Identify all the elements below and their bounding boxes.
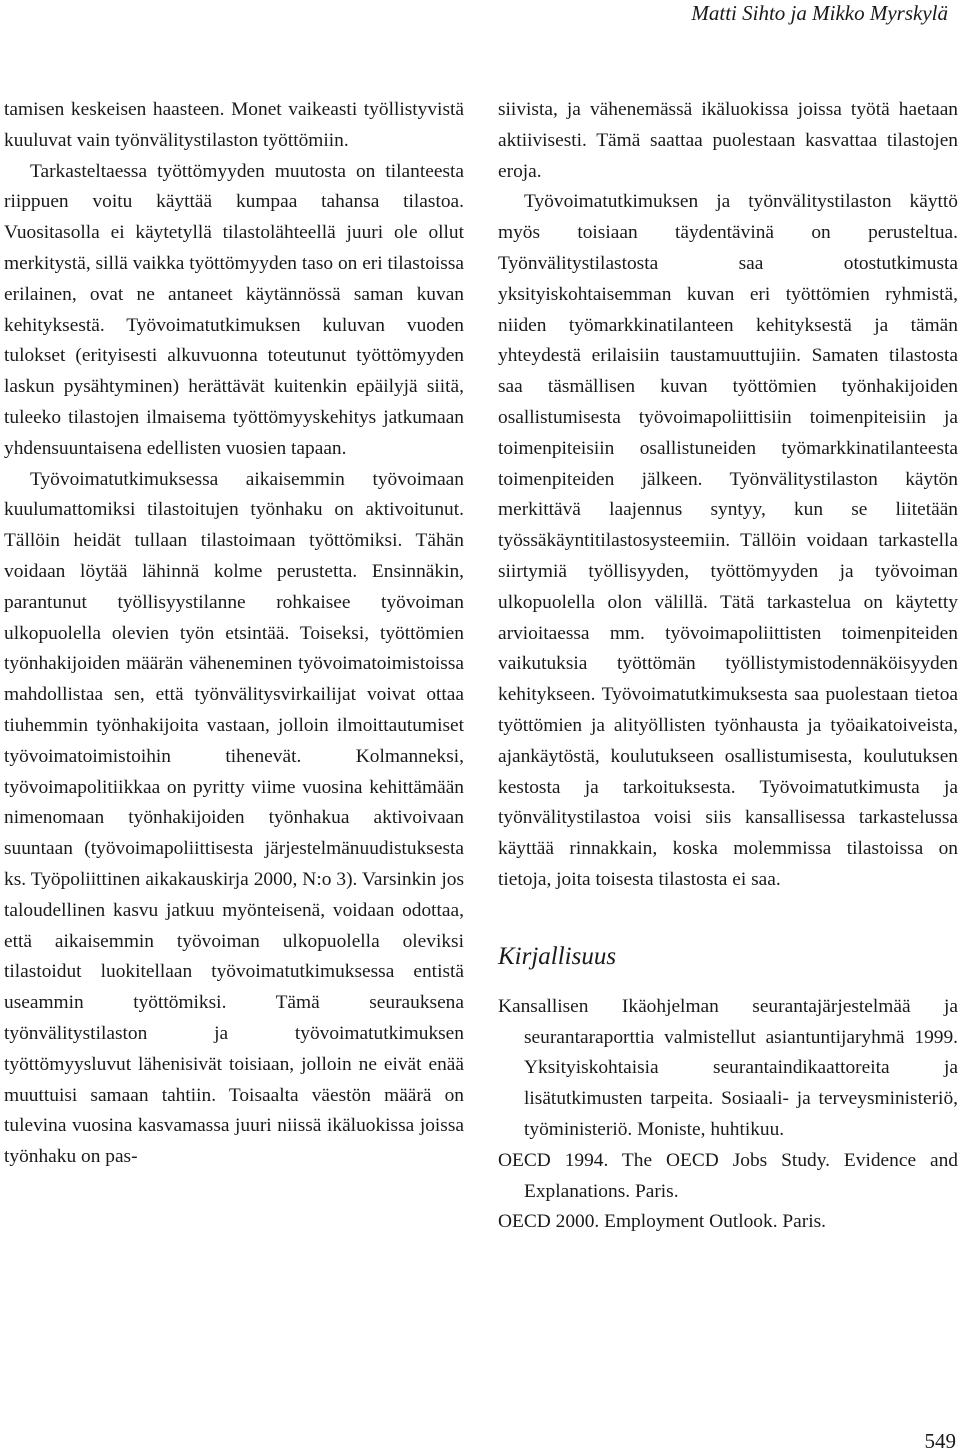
right-paragraph-1: siivista, ja vähenemässä ikäluokissa joissa työtä haetaan aktiivisesti. Tämä saattaa puolestaan kasvattaa tilastojen eroja.: [498, 99, 958, 182]
reference-item-1: Kansallisen Ikäohjelman seurantajärjestelmää ja seurantaraporttia valmistellut asiantuntijaryhmä 1999. Yksityiskohtaisia seurantaindikaattoreita ja lisätutkimusten tarpeita. Sosiaali- ja terveysministeriö, työministeriö. Moniste, huhtikuu.: [498, 995, 958, 1140]
running-head: Matti Sihto ja Mikko Myrskylä: [691, 1, 948, 25]
page-number: 549: [924, 1429, 956, 1453]
right-paragraph-2: Työvoimatutkimuksen ja työnvälitystilaston käyttö myös toisiaan täydentävinä on perusteltua. Työnvälitystilastosta saa otostutkimusta yksityiskohtaisemman kuvan eri työttömien ryhmistä, niiden työmarkkinatilanteen kehityksestä ja tämän yhteydestä erilaisiin taustamuuttujiin. Samaten tilastosta saa täsmällisen kuvan työttömien työnhakijoiden osallistumisesta työvoimapoliittisiin toimenpiteisiin ja toimenpiteisiin osallistuneiden työmarkkinatilanteesta toimenpiteiden jälkeen. Työnvälitystilaston käytön merkittävä laajennus syntyy, kun se liitetään työssäkäyntitilastosysteemiin. Tällöin voidaan tarkastella siirtymiä työllisyyden, työttömyyden ja työvoiman ulkopuolella olon välillä. Tätä tarkastelua on käytetty arvioitaessa mm. työvoimapoliittisten toimenpiteiden vaikutuksia työttömän työllistymistodennäköisyyden kehitykseen. Työvoimatutkimuksesta saa puolestaan tietoa työttömien ja alityöllisten työnhausta ja työaikatoiveista, ajankäytöstä, koulutukseen osallistumisesta, koulutuksen kestosta ja tarkoituksesta. Työvoimatutkimusta ja työnvälitystilastoa voisi siis kansallisessa tarkastelussa käyttää rinnakkain, koska molemmissa tilastoissa on tietoja, joita toisesta tilastosta ei saa.: [498, 191, 958, 890]
left-column: [4, 95, 464, 1173]
left-paragraph-1: tamisen keskeisen haasteen. Monet vaikeasti työllistyvistä kuuluvat vain työnvälitystilaston työttömiin.: [4, 99, 464, 151]
left-paragraph-2: Tarkasteltaessa työttömyyden muutosta on tilanteesta riippuen voitu käyttää kumpaa tahansa tilastoa. Vuositasolla ei käytetyllä tilastolähteellä juuri ole ollut merkitystä, sillä vaikka työttömyyden taso on eri tilastoissa erilainen, ovat ne antaneet käytännössä saman kuvan kehityksestä. Työvoimatutkimuksen kuluvan vuoden tulokset (erityisesti alkuvuonna toteutunut työttömyyden laskun pysähtyminen) herättävät kuitenkin epäilyjä siitä, tuleeko tilastojen ilmaisema työttömyyskehitys jatkumaan yhdensuuntaisena edellisten vuosien tapaan.: [4, 160, 464, 459]
left-paragraph-3: Työvoimatutkimuksessa aikaisemmin työvoimaan kuulumattomiksi tilastoitujen työnhaku on aktivoitunut. Tällöin heidät tullaan tilastoimaan työttömiksi. Tähän voidaan löytää lähinnä kolme perustetta. Ensinnäkin, parantunut työllisyystilanne rohkaisee työvoiman ulkopuolella olevien työn etsintää. Toiseksi, työttömien työnhakijoiden määrän väheneminen työvoimatoimistoissa mahdollistaa sen, että työnvälitysvirkailijat voivat ottaa tiuhemmin työnhakijoita vastaan, jolloin ilmoittautumiset työvoimatoimistoihin tihenevät. Kolmanneksi, työvoimapolitiikkaa on pyritty viime vuosina kehittämään nimenomaan työnhakijoiden työnhakua aktivoivaan suuntaan (työvoimapoliittisesta järjestelmänuudistuksesta ks. Työpoliittinen aikakauskirja 2000, N:o 3). Varsinkin jos taloudellinen kasvu jatkuu myönteisenä, voidaan odottaa, että aikaisemmin työvoiman ulkopuolella oleviksi tilastoidut luokitellaan työvoimatutkimuksessa entistä useammin työttömiksi. Tämä seurauksena työnvälitystilaston ja työvoimatutkimuksen työttömyysluvut lähenisivät toisiaan, jolloin ne eivät enää muuttuisi samaan tahtiin. Toisaalta väestön määrä on tulevina vuosina kasvamassa juuri niissä ikäluokissa joissa työnhaku on pas-: [4, 468, 464, 1168]
right-column: [498, 95, 958, 1238]
reference-item-3: OECD 2000. Employment Outlook. Paris.: [498, 1211, 827, 1233]
reference-list: [498, 992, 958, 1238]
references-heading: Kirjallisuus: [498, 942, 617, 970]
reference-item-2: OECD 1994. The OECD Jobs Study. Evidence and Explanations. Paris.: [498, 1149, 958, 1202]
